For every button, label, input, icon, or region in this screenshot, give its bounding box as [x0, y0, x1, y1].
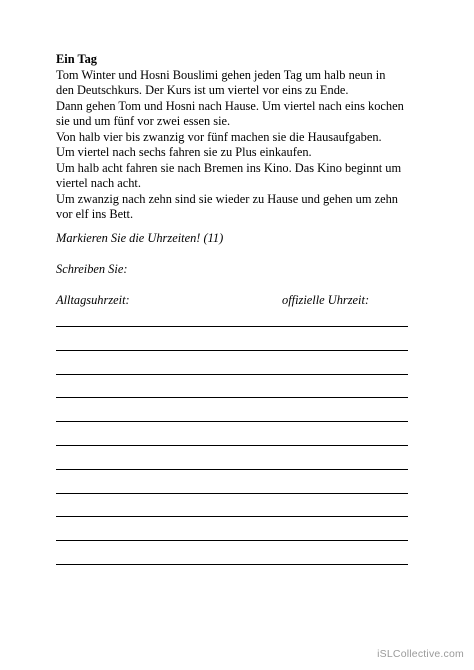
text-line: Dann gehen Tom und Hosni nach Hause. Um viertel nach eins kochen — [56, 98, 404, 113]
answer-line — [56, 516, 408, 517]
text-line: Um zwanzig nach zehn sind sie wieder zu Hause und gehen um zehn — [56, 191, 399, 206]
text-title: Ein Tag — [56, 52, 97, 66]
text-line: sie und um fünf vor zwei essen sie. — [56, 114, 231, 128]
answer-line — [56, 350, 408, 351]
answer-line — [56, 493, 408, 494]
answer-line — [56, 564, 408, 565]
text-line: vor elf ins Bett. — [56, 207, 134, 221]
answer-line — [56, 445, 408, 446]
text-line: Von halb vier bis zwanzig vor fünf machen sie die Hausaufgaben. — [56, 129, 382, 144]
answer-line — [56, 540, 408, 541]
text-line: viertel nach acht. — [56, 176, 141, 190]
answer-line — [56, 469, 408, 470]
answer-line — [56, 421, 408, 422]
reading-text — [56, 52, 426, 223]
text-line: Tom Winter und Hosni Bouslimi gehen jeden Tag um halb neun in — [56, 67, 386, 82]
task-mark-times: Markieren Sie die Uhrzeiten! (11) — [56, 231, 224, 245]
answer-line — [56, 326, 408, 327]
text-line: Um halb acht fahren sie nach Bremen ins Kino. Das Kino beginnt um — [56, 160, 402, 175]
column-header-everyday-time: Alltagsuhrzeit: — [56, 293, 130, 307]
text-line: den Deutschkurs. Der Kurs ist um viertel vor eins zu Ende. — [56, 83, 349, 97]
watermark-text: iSLCollective.com — [377, 648, 464, 660]
task-write: Schreiben Sie: — [56, 262, 128, 276]
text-line: Um viertel nach sechs fahren sie zu Plus einkaufen. — [56, 145, 312, 159]
answer-line — [56, 374, 408, 375]
column-header-official-time: offizielle Uhrzeit: — [282, 293, 370, 307]
answer-line — [56, 397, 408, 398]
